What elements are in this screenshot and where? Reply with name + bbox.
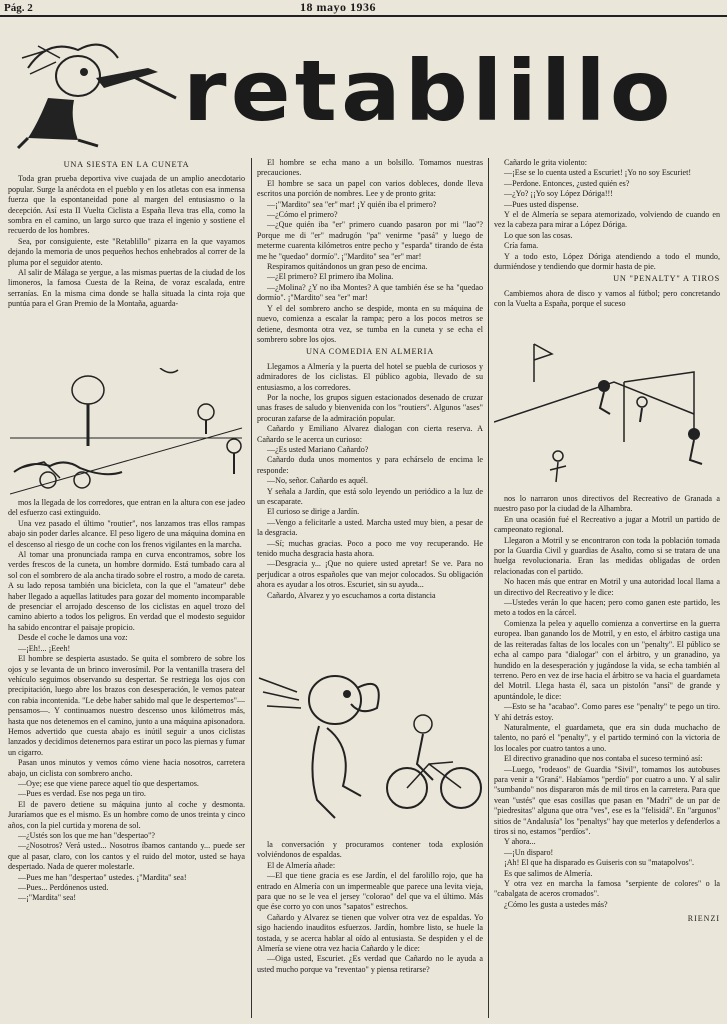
column-2-bottom: [257, 840, 483, 1016]
paragraph: El curioso se dirige a Jardín.: [267, 507, 360, 517]
paragraph: Es que salimos de Almería.: [504, 868, 593, 878]
football-goal-illustration: [494, 342, 720, 492]
column-1-bottom: [8, 498, 245, 1016]
paragraph: Al tomar una pronunciada rampa en curva encontramos, sobre los verdes frescos de la cuneta, un hombre dormido. Está tumbado cara al sol con el sombrero de ala ancha tirado sobre el rostro, a modo de careta. A su lado reposa también una bicicleta, con la que el "amateur" debe haber llegado a aquellas latitudes para gozar del momento incomparable de presenciar el arrojado descenso de los ciclistas en aquel trozo del camino abierto a todos los peligros. En verdad que el modesto seguidor ha sabido encontrar el paisaje propicio.: [8, 550, 245, 632]
article-title-penalty: UN "PENALTY" A TIROS: [613, 274, 720, 284]
paragraph: Sea, por consiguiente, este "Retablillo" pizarra en la que vayamos dejando la memoria de unos pequeños hechos enhebrados al correr de la pluma por el seguidor atento.: [8, 236, 245, 267]
paragraph: —Ustedes verán lo que hacen; pero como ganen este partido, les meto a todos en la cárcel.: [494, 598, 720, 618]
paragraph: Y señala a Jardín, que está solo leyendo un periódico a la luz de un escaparate.: [257, 486, 483, 506]
page-number: Pág. 2: [4, 2, 33, 14]
paragraph: —¿Nosotros? Verá usted... Nosotros íbamos cantando y... puede ser que al pasar, claro, con los cantos y el ruido del motor, usted se haya despertado. Nada de querer molestarle.: [8, 841, 245, 872]
column-2-top: [257, 158, 483, 668]
author-signature: RIENZI: [687, 914, 720, 924]
column-divider: [251, 158, 252, 1018]
paragraph: —Vengo a felicitarle a usted. Marcha usted muy bien, a pesar de la desgracia.: [257, 517, 483, 538]
paragraph: Cañardo, Alvarez y yo escuchamos a corta distancia: [267, 590, 436, 600]
paragraph: Naturalmente, el guardameta, que era sin duda muchacho de talento, no paró el "penalty", y el partido terminó con la victoria de los locales por cuatro tantos a uno.: [494, 722, 720, 753]
paragraph: Y a todo esto, López Dóriga atendiendo a todo el mundo, durmiéndose y tendiendo que dormir hasta de pie.: [494, 251, 720, 272]
paragraph: mos la llegada de los corredores, que entran en la altura con ese jadeo del esfuerzo casi extinguido.: [8, 498, 245, 518]
paragraph: No hacen más que entrar en Motril y una autoridad local llama a un directivo del Recreativo y le dice:: [494, 577, 720, 597]
paragraph: Cañardo le grita violento:: [504, 158, 587, 167]
paragraph: —Oye; ese que viene parece aquel tío que despertamos.: [18, 778, 199, 788]
paragraph: —¿Es usted Mariano Cañardo?: [267, 444, 369, 454]
paragraph: Y el del sombrero ancho se despide, monta en su máquina de nuevo, comienza a escalar la rampa; pero a los pocos metros se detiene, desmonta otra vez, se tumba en la cuneta y se echa el sombrero sobre los ojos.: [257, 303, 483, 344]
paragraph: Comienza la pelea y aquello comienza a convertirse en la guerra europea. Iban ganando los de Motril, y en esto, el árbitro castiga una de las reiteradas faltas de los locales con un "penalty". El público se echa al campo para "dialogar" con el árbitro, y un granadino, ya hundido en la desesperación y jugándose la vida, se echa también al terreno. Pero en vez de irse hacia el árbitro se va hacia el guardameta del Motril. Llega hasta él, saca un pistolón "ansí" de grande y apuntándole, le dice:: [494, 618, 720, 701]
paragraph: Desde el coche le damos una voz:: [18, 633, 128, 643]
sleeping-cyclist-illustration: [10, 368, 245, 498]
paragraph: —Esto se ha "acabao". Como pares ese "penalty" te pego un tiro. Y ahí detrás estoy.: [494, 702, 720, 722]
paragraph: El hombre se despierta asustado. Se quita el sombrero de sobre los ojos y se levanta de un brinco inverosímil. Por la ventanilla trasera del vehículo seguimos observando su despertar. Se restriega los ojos con precipitación, luego abre los brazos con desesperación, le vemos patear con rabia incontenida. "Le debe haber sabido mal que le despertemos"—pensamos—. Y continuamos nuestro descenso unos kilómetros más, hasta que nos detenemos en el camino, junto a una máquina apisonadora. Hemos advertido que cuesta abajo es inútil seguir a unos ciclistas lanzados y decidimos detenernos para estirar un poco las piernas y fumar un cigarro.: [8, 654, 245, 757]
masthead-title: retablillo: [183, 42, 675, 140]
issue-date: 18 mayo 1936: [300, 0, 376, 14]
paragraph: Llegaron a Motril y se encontraron con toda la población tomada por la Guardia Civil y guardias de Asalto, como si se tratara de una huelga revolucionaria. Eran las medidas obligadas de orden relacionadas con el partido.: [494, 535, 720, 576]
paragraph: —Luego, "rodeaos" de Guardia "Sivil", tomamos los autobuses para venir a "Graná". Habíamos "perdío" por cuatro a uno. Y al salir "sumbando" nos dispararon más de mil tiros en la carretera. Para que vean "ustés" que esas cosillas que pasan en "Madrí" de un par de "piedresitas" alguna que otra "ves", ese es la "felisidá". En "argunos" sitios de "Andalusía" los "penaltys" hay que meterlos y defenderlos a tiros si no, estamos "perdíos".: [494, 764, 720, 836]
column-divider: [488, 158, 489, 1018]
paragraph: Respiramos quitándonos un gran peso de encima.: [267, 262, 428, 272]
paragraph: —Sí; muchas gracias. Poco a poco me voy recuperando. He tenido mucha desgracia hasta ahora.: [257, 538, 483, 559]
paragraph: Cañardo y Emiliano Alvarez dialogan con cierta reserva. A Cañardo se le acerca un curioso:: [257, 424, 483, 444]
paragraph: —¿Que quién iba "er" primero cuando pasaron por mi "lao"? Porque me di "er" madrugón "pa" venirme "pasá" y luego de meterme cuarenta kilómetros entre pecho y "esparda" tirando de ésta me he "quedao" dormío". ¡"Mardito" sea "er" mar!: [257, 220, 483, 261]
paragraph: —Pues es verdad. Ese nos pega un tiro.: [18, 789, 146, 799]
paragraph: —¿Ustés son los que me han "despertao"?: [18, 831, 155, 840]
paragraph: Pasan unos minutos y vemos cómo viene hacia nosotros, carretera abajo, un ciclista con sombrero ancho.: [8, 758, 245, 778]
paragraph: El directivo granadino que nos contaba el suceso terminó así:: [504, 754, 703, 764]
paragraph: —¿Molina? ¿Y no iba Montes? A que también ése se ha "quedao dormío". ¡"Mardito" sea "er" mar!: [257, 282, 483, 303]
paragraph: —El que tiene gracia es ese Jardín, el del farolillo rojo, que ha entrado en Almería con un impermeable que parece una levita vieja, para que no se le vea el jersey "colorao" del que va el último. Más que ése corro yo con unos "sapatos" estrechos.: [257, 871, 483, 912]
paragraph: Lo que son las cosas.: [504, 230, 573, 240]
paragraph: Cañardo duda unos momentos y para echárselo de encima le responde:: [257, 455, 483, 475]
column-3-bottom: [494, 494, 720, 1016]
paragraph: Y otra vez en marcha la famosa "serpiente de colores" o la "cabalgata de aceros cromados".: [494, 879, 720, 899]
article-title-siesta: UNA SIESTA EN LA CUNETA: [63, 160, 190, 169]
masthead: [8, 20, 720, 155]
paragraph: —¡"Mardito" sea "er" mar! ¡Y quién iba el primero?: [267, 199, 437, 209]
paragraph: Una vez pasado el último "routier", nos lanzamos tras ellos rampas abajo sin poder darles alcance. El peso ligero de una máquina domina en el descenso al riesgo de un coche con los frenos vigilantes en la marcha.: [8, 518, 245, 549]
masthead-caricature-icon: [8, 28, 183, 153]
paragraph: —Perdone. Entonces, ¿usted quién es?: [504, 178, 630, 188]
paragraph: El de Almería añade:: [267, 860, 336, 870]
paragraph: —No, señor. Cañardo es aquél.: [267, 476, 368, 486]
paragraph: ¡Ah! El que ha disparado es Guiseris con su "matapolvos".: [504, 858, 695, 868]
paragraph: —Desgracia y... ¡Que no quiere usted apretar! Se ve. Para no perjudicar a otros españoles que van mejor colocados. Su obligación ahora es ayudar a los otros. Escuriet, sin su ayuda...: [257, 559, 483, 590]
paragraph: —¿El primero? El primero iba Molina.: [267, 272, 394, 282]
paragraph: nos lo narraron unos directivos del Recreativo de Granada a nuestro paso por la ciudad de la Alhambra.: [494, 494, 720, 514]
paragraph: El de pavero detiene su máquina junto al coche y desmonta. Juraríamos que es el mismo. Es un hombre como de unos treinta y cinco años, con la piel curtida y morena de sol.: [8, 799, 245, 830]
paragraph: —¡Eh!... ¡Eeeh!: [18, 643, 71, 653]
paragraph: —¡Ese se lo cuenta usted a Escuriet! ¡Yo no soy Escuriet!: [504, 168, 692, 178]
header-rule: [0, 15, 727, 17]
paragraph: —¡Un disparo!: [504, 847, 554, 857]
column-1-top: [8, 158, 245, 370]
paragraph: Cría fama.: [504, 241, 539, 251]
paragraph: Al salir de Málaga se yergue, a las mismas puertas de la ciudad de los limoneros, la famosa Cuesta de la Reina, de voraz escalada, entre serranías. En la misma cima donde se halla situada la cinta roja que puntúa para el Gran Premio de la Montaña, aguarda-: [8, 268, 245, 309]
article-title-almeria: UNA COMEDIA EN ALMERIA: [306, 347, 434, 357]
paragraph: la conversación y procuramos contener toda explosión volviéndonos de espaldas.: [257, 840, 483, 860]
paragraph: El hombre se echa mano a un bolsillo. Tomamos nuestras precauciones.: [257, 158, 483, 178]
paragraph: —Oiga usted, Escuriet. ¿Es verdad que Cañardo no le ayuda a usted mucho porque va "reventao" y piensa retirarse?: [257, 954, 483, 974]
paragraph: ¿Cómo les gusta a ustedes más?: [504, 899, 608, 909]
paragraph: Por la noche, los grupos siguen estacionados desenado de cruzar unas frases de saludo y bienvenida con los "routiers". Algunos "ases" procuran zafarse de la admiración popular.: [257, 392, 483, 423]
paragraph: —¿Yo? ¡¡Yo soy López Dóriga!!!: [504, 189, 613, 199]
paragraph: —Pues me han "despertao" ustedes. ¡"Mardita" sea!: [18, 872, 187, 882]
page-header: [0, 0, 727, 16]
paragraph: Y el de Almería se separa atemorizado, volviendo de cuando en vez la cabeza para mirar a López Dóriga.: [494, 210, 720, 230]
paragraph: Y ahora...: [504, 837, 536, 847]
cyclist-caricature-illustration: [257, 668, 483, 838]
paragraph: Cañardo y Alvarez se tienen que volver otra vez de espaldas. Yo sigo haciendo inauditos esfuerzos. Jardín, hombre listo, se huele la tostada, y se acerca hablar al oído al entusiasta. Se despiden y el de Almería se viene otra vez hacia Cañardo y le dice:: [257, 912, 483, 954]
paragraph: —Pues... Perdónenos usted.: [18, 883, 109, 893]
paragraph: —¿Cómo el primero?: [267, 210, 338, 220]
paragraph: —¡"Mardita" sea!: [18, 893, 77, 903]
paragraph: Cambiemos ahora de disco y vamos al fútbol; pero concretando con la Vuelta a España, porque el suceso: [494, 288, 720, 309]
paragraph: —Pues usted dispense.: [504, 199, 579, 209]
column-3-top: [494, 158, 720, 340]
paragraph: El hombre se saca un papel con varios dobleces, donde lleva escritos una porción de nombres. Lee y de pronto grita:: [257, 178, 483, 199]
paragraph: Toda gran prueba deportiva vive cuajada de un amplio anecdotario popular. Surge la anécdota en el pueblo y en los atletas con esa inmensa fuerza que la espontaneidad pone al margen del entusiasmo o la decepción. Así esta II Vuelta Ciclista a España lleva tras ella, como la sombra en el camino, un largo surco que traza el ingenio y sostiene el recuerdo de los hombres.: [8, 174, 245, 236]
paragraph: Llegamos a Almería y la puerta del hotel se puebla de curiosos y admiradores de los ciclistas. El público agobia, llevado de su entusiasmo, a los corredores.: [257, 361, 483, 392]
paragraph: En una ocasión fué el Recreativo a jugar a Motril un partido de campeonato regional.: [494, 514, 720, 535]
